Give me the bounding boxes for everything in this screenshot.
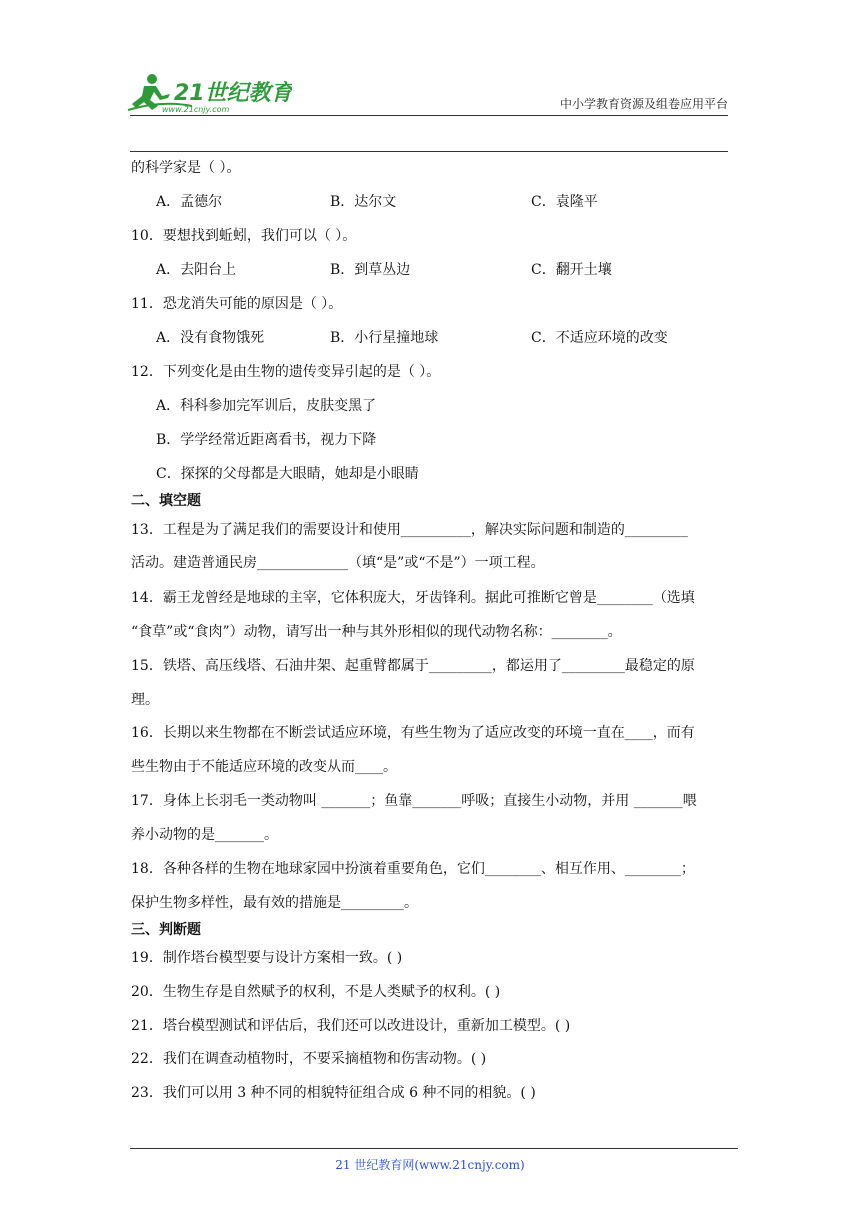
q16-line2: 些生物由于不能适应环境的改变从而____。 [131, 759, 397, 775]
q18-line2: 保护生物多样性，最有效的措施是_________。 [131, 895, 418, 911]
logo-text: 21世纪教育 [174, 81, 292, 106]
q10-option-c: C．翻开土壤 [531, 262, 612, 278]
header-divider [130, 115, 728, 116]
q23-text: 23．我们可以用 3 种不同的相貌特征组合成 6 种不同的相貌。( ) [131, 1085, 536, 1101]
footer-link[interactable]: 21 世纪教育网(www.21cnjy.com) [335, 1158, 525, 1172]
logo-url: www.21cnjy.com [162, 105, 230, 114]
q11-option-c: C．不适应环境的改变 [531, 330, 668, 346]
q10-option-a: A．去阳台上 [156, 262, 237, 278]
site-logo [122, 70, 292, 116]
q17-line1: 17．身体上长羽毛一类动物叫 _______；鱼靠_______呼吸；直接生小动物，并用 _______喂 [131, 793, 697, 809]
q15-line2: 理。 [131, 692, 159, 708]
q19-text: 19．制作塔台模型要与设计方案相一致。( ) [131, 950, 403, 966]
q11-option-b: B．小行星撞地球 [330, 330, 439, 346]
q12-text: 12．下列变化是由生物的遗传变异引起的是（ ）。 [131, 364, 441, 380]
q11-option-a: A．没有食物饿死 [156, 330, 265, 346]
content-top-divider [130, 151, 728, 152]
q16-line1: 16．长期以来生物都在不断尝试适应环境，有些生物为了适应改变的环境一直在____，而有 [131, 725, 695, 741]
q12-option-a: A．科科参加完军训后，皮肤变黑了 [156, 398, 377, 414]
section-true-false: 三、判断题 [131, 922, 201, 938]
q15-line1: 15．铁塔、高压线塔、石油井架、起重臂都属于_________，都运用了_________最稳定的原 [131, 658, 695, 674]
q11-text: 11．恐龙消失可能的原因是（ ）。 [131, 296, 343, 312]
q14-line2: “食草”或“食肉”）动物，请写出一种与其外形相似的现代动物名称：________。 [131, 624, 622, 640]
q13-line1: 13．工程是为了满足我们的需要设计和使用__________，解决实际问题和制造的_________ [131, 522, 688, 538]
q9-option-c: C．袁隆平 [531, 194, 598, 210]
q14-line1: 14．霸王龙曾经是地球的主宰，它体积庞大，牙齿锋利。据此可推断它曾是________（选填 [131, 590, 695, 606]
footer-divider [130, 1148, 738, 1149]
q13-line2: 活动。建造普通民房_____________（填“是”或“不是”）一项工程。 [131, 555, 545, 571]
q10-option-b: B．到草丛边 [330, 262, 411, 278]
q20-text: 20．生物生存是自然赋予的权利，不是人类赋予的权利。( ) [131, 984, 501, 1000]
q12-option-b: B．学学经常近距离看书，视力下降 [156, 432, 377, 448]
q9-tail: 的科学家是（ ）。 [131, 160, 241, 176]
q18-line1: 18．各种各样的生物在地球家园中扮演着重要角色，它们________、相互作用、________； [131, 861, 695, 877]
q10-text: 10．要想找到蚯蚓，我们可以（ ）。 [131, 228, 357, 244]
q9-option-b: B．达尔文 [330, 194, 397, 210]
section-fill-in-blank: 二、填空题 [131, 493, 201, 509]
platform-name: 中小学教育资源及组卷应用平台 [559, 97, 728, 111]
q21-text: 21．塔台模型测试和评估后，我们还可以改进设计，重新加工模型。( ) [131, 1018, 571, 1034]
q22-text: 22．我们在调查动植物时，不要采摘植物和伤害动物。( ) [131, 1051, 487, 1067]
q12-option-c: C．探探的父母都是大眼睛，她却是小眼睛 [156, 466, 419, 482]
q17-line2: 养小动物的是_______。 [131, 827, 278, 843]
q9-option-a: A．孟德尔 [156, 194, 223, 210]
